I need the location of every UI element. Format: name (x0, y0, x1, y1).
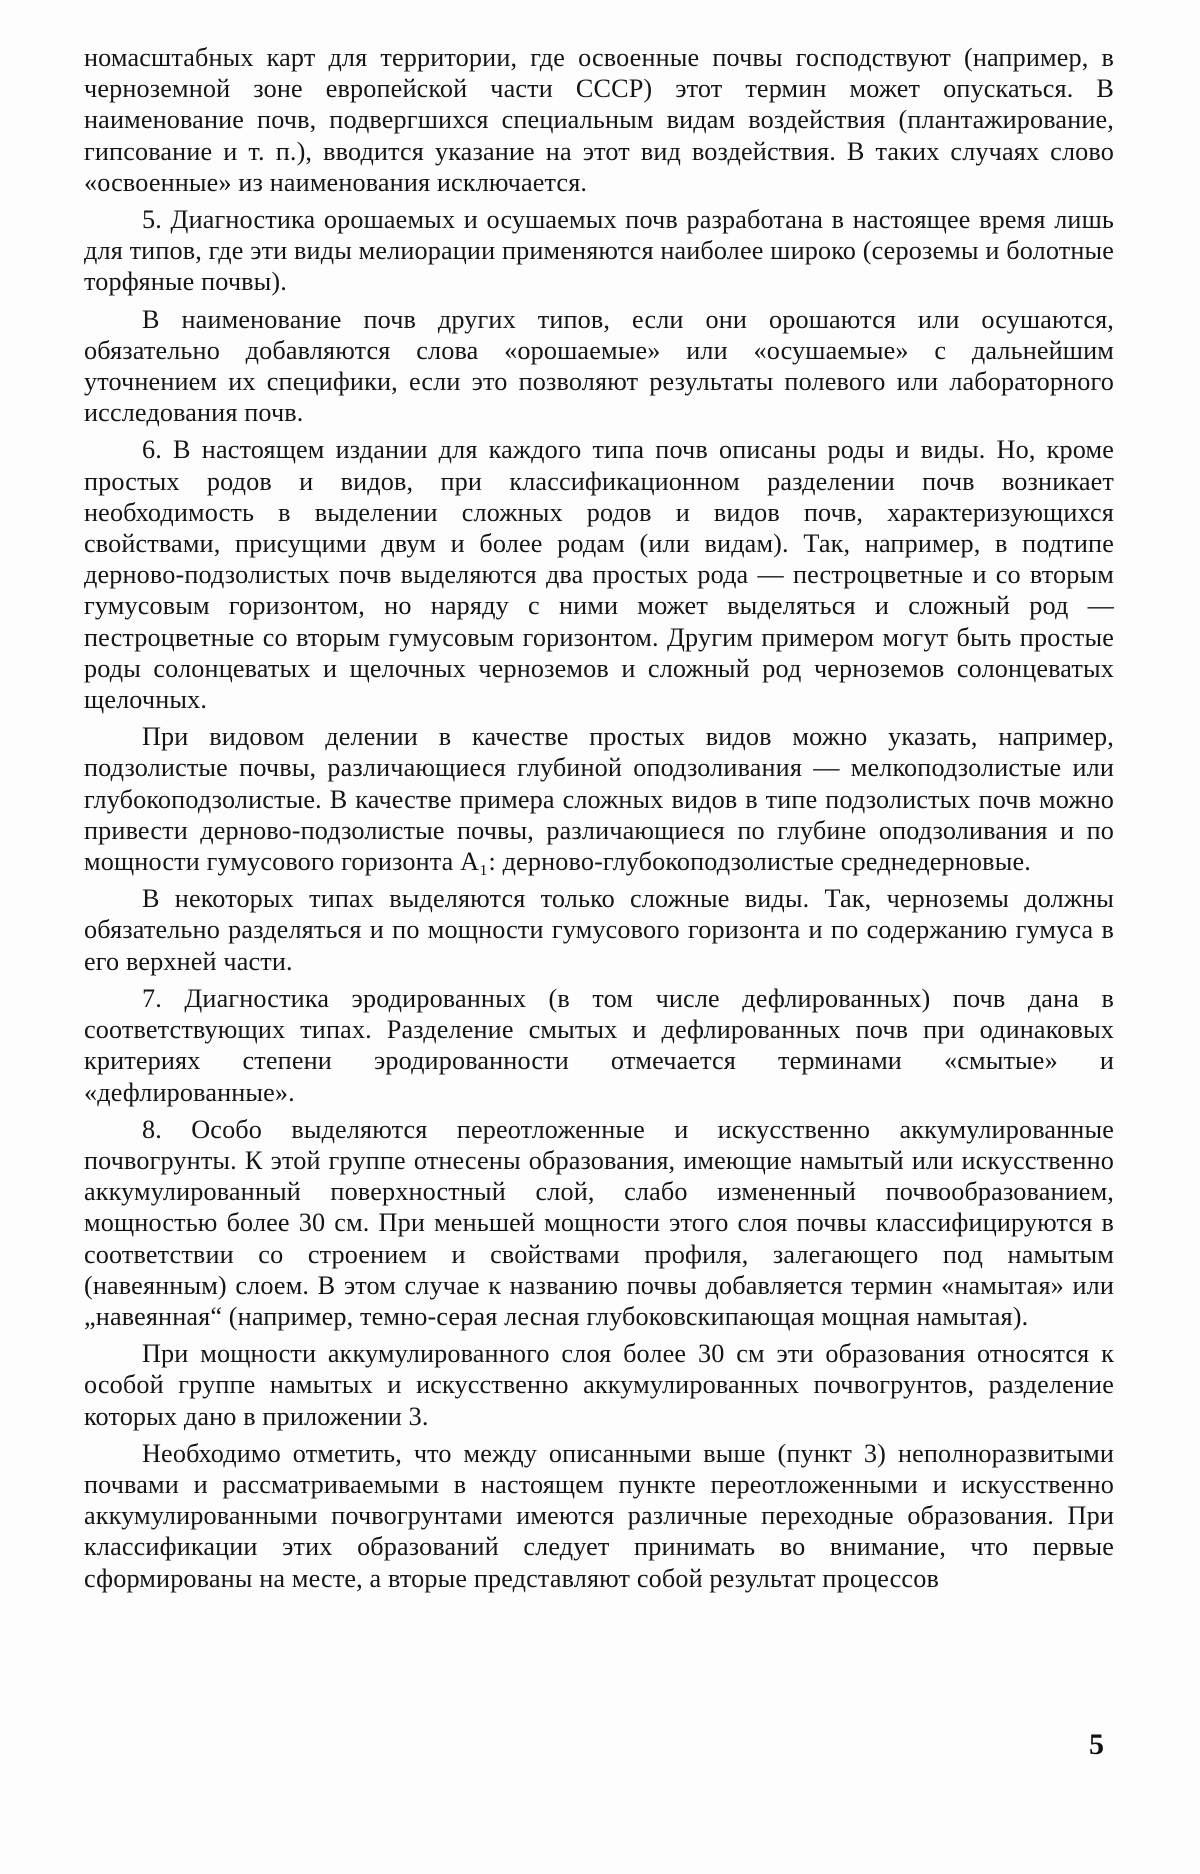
paragraph-item-6: 6. В настоящем издании для каждого типа почв описаны роды и виды. Но, кроме простых родов и видов, при классификационном разделении почв возникает необходимость в выделении сложных родов и видов почв, характеризующихся свойствами, присущими двум и более родам (или видам). Так, например, в подтипе дерново-подзолистых почв выделяются два простых рода — пестроцветные и со вторым гумусовым горизонтом, но наряду с ними может выделяться и сложный род — пестроцветные со вторым гумусовым горизонтом. Другим примером могут быть простые роды солонцеватых и щелочных черноземов и сложный род черноземов солонцеватых щелочных. (84, 435, 1114, 715)
paragraph-complex-species: В некоторых типах выделяются только сложные виды. Так, черноземы должны обязательно разделяться и по мощности гумусового горизонта и по содержанию гумуса в его верхней части. (84, 884, 1114, 976)
paragraph-item-5: 5. Диагностика орошаемых и осушаемых почв разработана в настоящее время лишь для типов, где эти виды мелиорации применяются наиболее широко (сероземы и болотные торфяные почвы). (84, 205, 1115, 297)
page-number: 5 (1089, 1728, 1104, 1761)
paragraph-irrigation-drainage: В наименование почв других типов, если они орошаются или осушаются, обязательно добавляются слова «орошаемые» или «осушаемые» с дальнейшим уточнением их специфики, если это позволяют результаты полевого или лабораторного исследования почв. (84, 304, 1114, 428)
body-text (84, 42, 1114, 1600)
paragraph-item-8: 8. Особо выделяются переотложенные и искусственно аккумулированные почвогрунты. К этой группе отнесены образования, имеющие намытый или искусственно аккумулированный поверхностный слой, слабо измененный почвообразованием, мощностью более 30 см. При меньшей мощности этого слоя почвы классифицируются в соответствии со строением и свойствами профиля, залегающего под намытым (навеянным) слоем. В этом случае к названию почвы добавляется термин «намытая» или „навеянная“ (например, темно-серая лесная глубоковскипающая мощная намытая). (84, 1114, 1114, 1331)
paragraph-transitional-formations: Необходимо отметить, что между описанными выше (пункт 3) неполноразвитыми почвами и рассматриваемыми в настоящем пункте переотложенными и искусственно аккумулированными почвогрунтами имеются различные переходные образования. При классификации этих образований следует принимать во внимание, что первые сформированы на месте, а вторые представляют собой результат процессов (84, 1438, 1114, 1593)
paragraph-species-division: При видовом делении в качестве простых видов можно указать, например, подзолистые почвы, различающиеся глубиной оподзоливания — мелкоподзолистые или глубокоподзолистые. В качестве примера сложных видов в типе подзолистых почв можно привести дерново-подзолистые почвы, различающиеся по глубине оподзоливания и по мощности гумусового горизонта A₁: дерново-глубокоподзолистые среднедерновые. (84, 722, 1114, 877)
paragraph-continuation: номасштабных карт для территории, где освоенные почвы господствуют (например, в черноземной зоне европейской части СССР) этот термин может опускаться. В наименование почв, подвергшихся специальным видам воздействия (плантажирование, гипсование и т. п.), вводится указание на этот вид воздействия. В таких случаях слово «освоенные» из наименования исключается. (84, 43, 1114, 197)
paragraph-accumulated-layer: При мощности аккумулированного слоя более 30 см эти образования относятся к особой группе намытых и искусственно аккумулированных почвогрунтов, разделение которых дано в приложении 3. (84, 1339, 1114, 1431)
paragraph-item-7: 7. Диагностика эродированных (в том числе дефлированных) почв дана в соответствующих типах. Разделение смытых и дефлированных почв при одинаковых критериях степени эродированности отмечается терминами «смытые» и «дефлированные». (84, 983, 1114, 1107)
